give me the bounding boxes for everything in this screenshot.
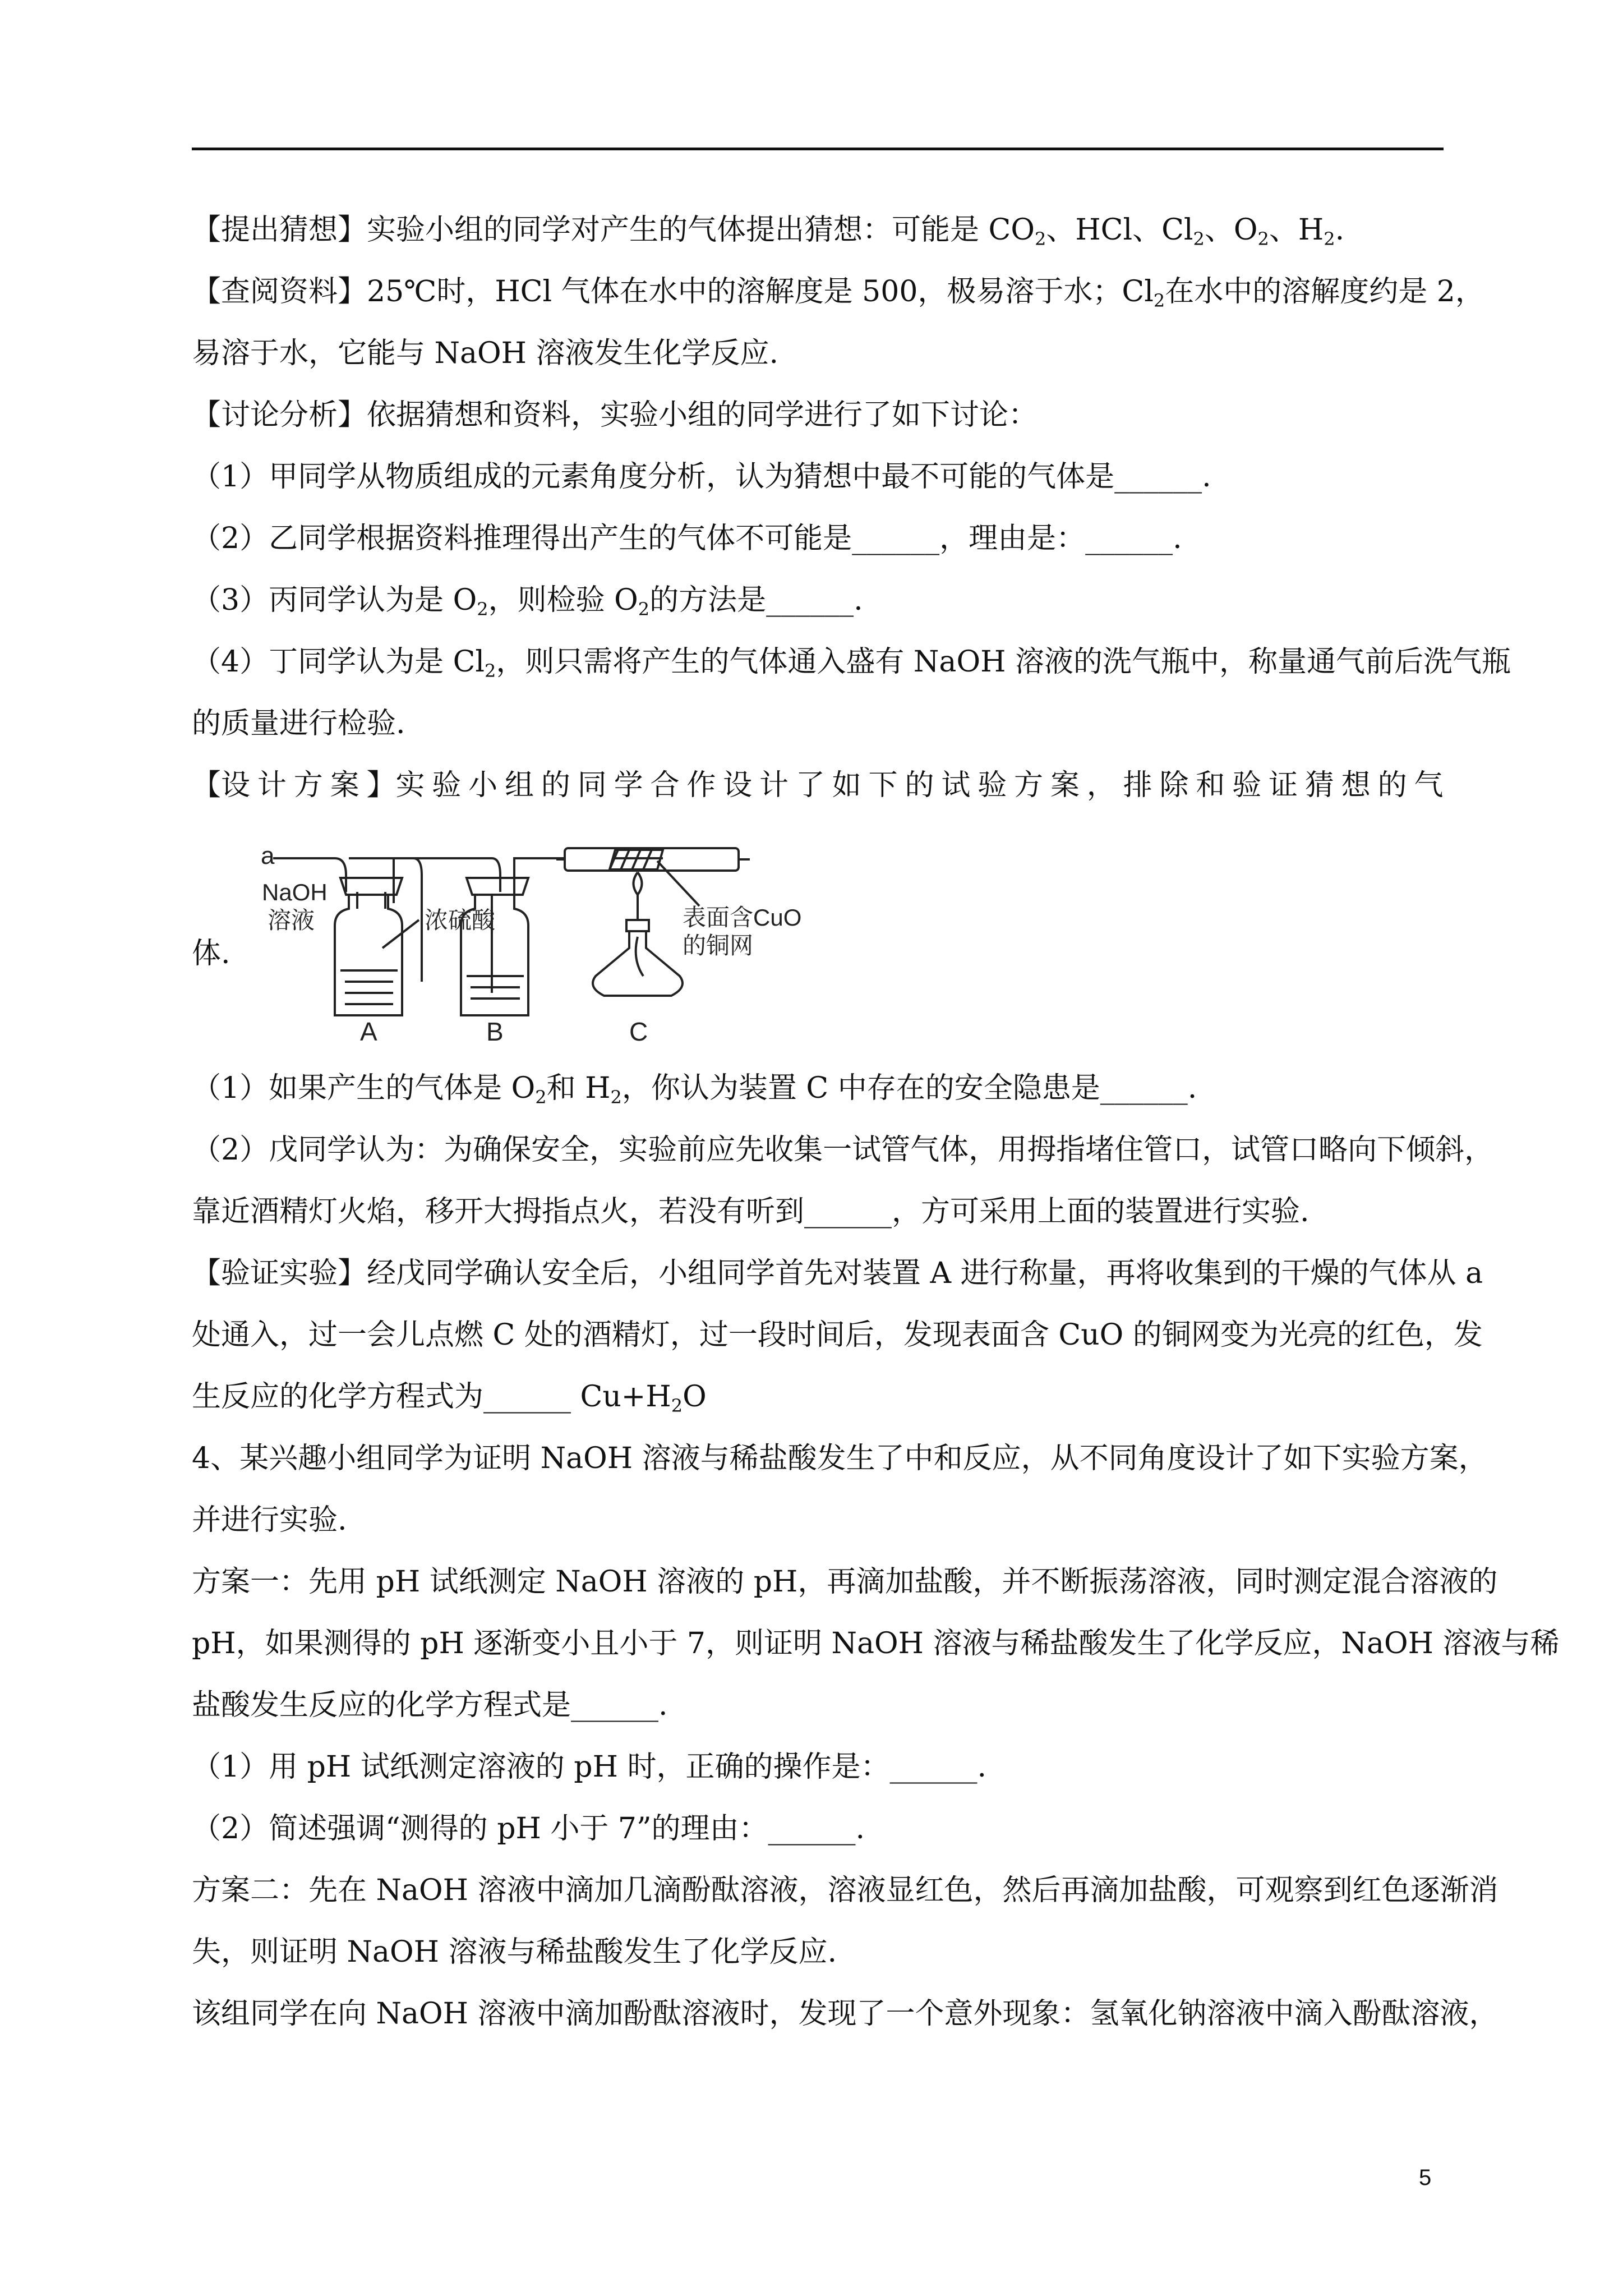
acid-label: 浓硫酸 [425, 907, 496, 933]
apparatus-label-a: A [360, 1017, 377, 1043]
text-line: 易溶于水，它能与 NaOH 溶液发生化学反应. [192, 337, 779, 370]
text-line: 方案一：先用 pH 试纸测定 NaOH 溶液的 pH，再滴加盐酸，并不断振荡溶液，同时测定混合溶液的 [192, 1565, 1498, 1599]
text-line-justified: 【设 计 方 案 】实 验 小 组 的 同 学 合 作 设 计 了 如 下 的 试 验 方 案 ， 排 除 和 验 证 猜 想 的 气 [192, 769, 1444, 802]
text-line: （1）如果产生的气体是 $O_2$和 $H_2$，你认为装置 C 中存在的安全隐患是______. [192, 1071, 1197, 1108]
text-line: 的质量进行检验. [192, 707, 405, 740]
text-line: （3）丙同学认为是 $O_2$，则检验 $O_2$的方法是______. [192, 583, 863, 620]
text-line: 体. [192, 937, 230, 970]
apparatus-diagram [251, 841, 811, 1043]
text-line: （2）简述强调“测得的 pH 小于 7”的理由：______. [192, 1812, 865, 1846]
header-rule [192, 148, 1444, 150]
apparatus-figure [192, 841, 921, 1043]
text-line: 【提出猜想】实验小组的同学对产生的气体提出猜想：可能是 $CO_2$、HCl、$Cl_2$、$O_2$、$H_2$. [192, 213, 1345, 250]
page-number: 5 [1419, 2165, 1432, 2190]
text-line: （2）乙同学根据资料推理得出产生的气体不可能是______，理由是：______. [192, 522, 1182, 555]
text-line: （1）用 pH 试纸测定溶液的 pH 时，正确的操作是：______. [192, 1750, 987, 1784]
text-line: 并进行实验. [192, 1503, 347, 1537]
text-line: 【查阅资料】25℃时，HCl 气体在水中的溶解度是 500，极易溶于水；$Cl_2$在水中的溶解度约是 2， [192, 275, 1484, 311]
naoh-label: NaOH [262, 879, 328, 905]
text-line: 该组同学在向 NaOH 溶液中滴加酚酞溶液时，发现了一个意外现象：氢氧化钠溶液中滴入酚酞溶液， [192, 1997, 1498, 2031]
text-line: 4、某兴趣小组同学为证明 NaOH 溶液与稀盐酸发生了中和反应，从不同角度设计了如下实验方案， [192, 1442, 1488, 1475]
text-line: 盐酸发生反应的化学方程式是______. [192, 1688, 668, 1722]
text-line: （2）戊同学认为：为确保安全，实验前应先收集一试管气体，用拇指堵住管口，试管口略向下倾斜， [192, 1133, 1494, 1167]
cuo-label-line1: 表面含CuO [683, 904, 802, 931]
text-line: （4）丁同学认为是 $Cl_2$，则只需将产生的气体通入盛有 NaOH 溶液的洗气瓶中，称量通气前后洗气瓶 [192, 645, 1511, 682]
inlet-label: a [261, 842, 275, 869]
text-line: 处通入，过一会儿点燃 C 处的酒精灯，过一段时间后，发现表面含 CuO 的铜网变为光亮的红色，发 [192, 1318, 1483, 1352]
solution-label: 溶液 [268, 907, 315, 933]
text-line: 方案二：先在 NaOH 溶液中滴加几滴酚酞溶液，溶液显红色，然后再滴加盐酸，可观察到红色逐渐消 [192, 1874, 1498, 1907]
text-line: 靠近酒精灯火焰，移开大拇指点火，若没有听到______，方可采用上面的装置进行实验. [192, 1195, 1310, 1228]
text-line: 【讨论分析】依据猜想和资料，实验小组的同学进行了如下讨论： [192, 398, 1038, 432]
text-line: 失，则证明 NaOH 溶液与稀盐酸发生了化学反应. [192, 1935, 837, 1969]
cuo-label-line2: 的铜网 [683, 932, 754, 959]
text-line: 【验证实验】经戊同学确认安全后，小组同学首先对装置 A 进行称量，再将收集到的干燥的气体从 a [192, 1257, 1483, 1290]
apparatus-label-c: C [629, 1017, 648, 1043]
text-line: 生反应的化学方程式为______ $Cu+H_2O$ [192, 1380, 707, 1416]
text-line: （1）甲同学从物质组成的元素角度分析，认为猜想中最不可能的气体是______. [192, 460, 1211, 494]
text-line: pH，如果测得的 pH 逐渐变小且小于 7，则证明 NaOH 溶液与稀盐酸发生了化学反应，NaOH 溶液与稀 [192, 1627, 1560, 1660]
apparatus-label-b: B [486, 1017, 504, 1043]
